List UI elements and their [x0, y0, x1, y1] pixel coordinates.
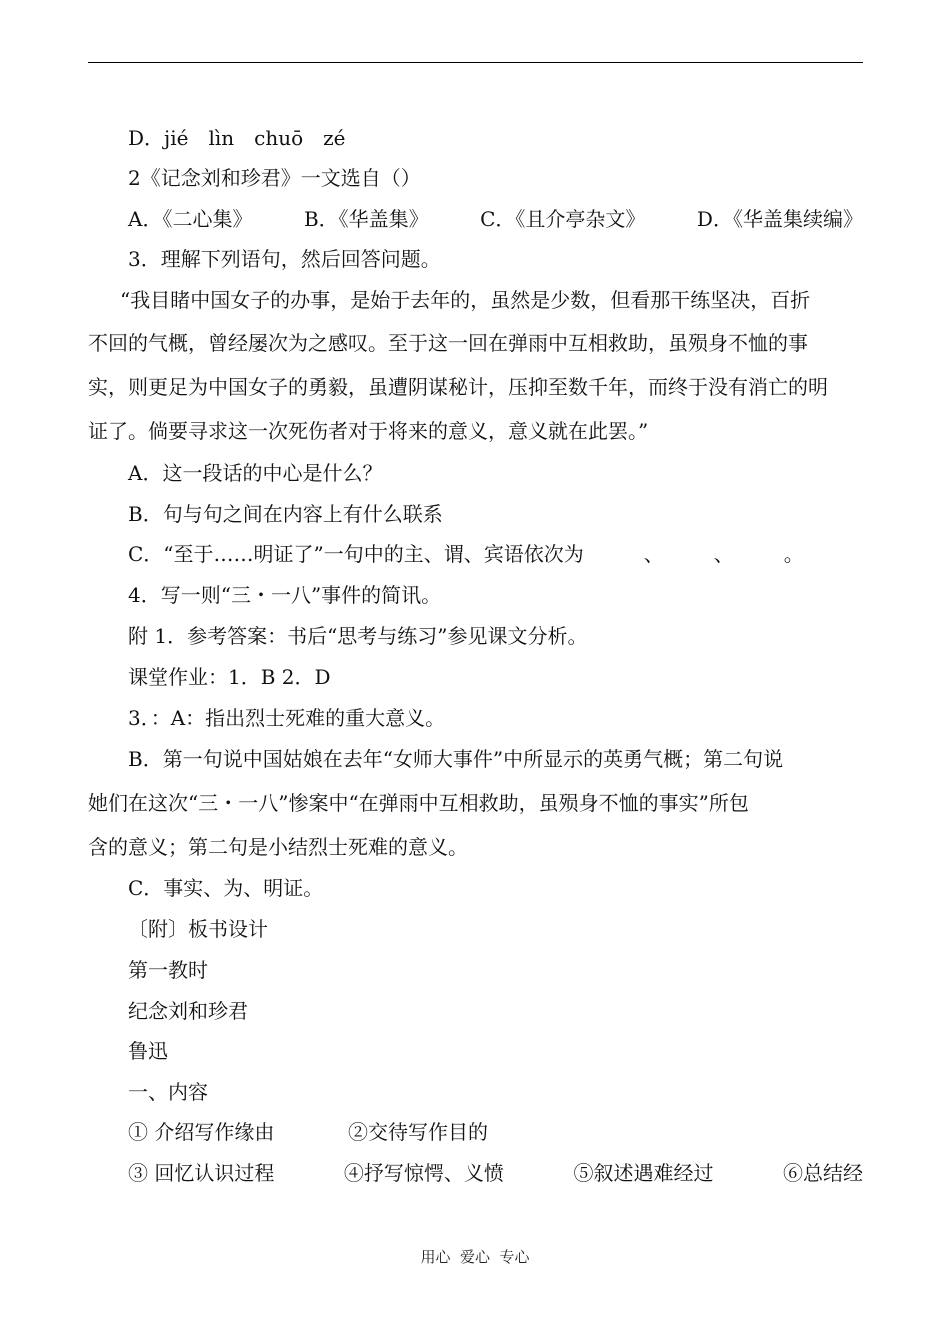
question-3-c: C．“至于……明证了”一句中的主、谓、宾语依次为 、 、 。 — [128, 542, 804, 566]
question-3-b: B．句与句之间在内容上有什么联系 — [128, 502, 443, 526]
pinyin-option-d: D．jié lìn chuō zé — [128, 126, 346, 150]
question-3: 3．理解下列语句，然后回答问题。 — [128, 247, 441, 271]
quote-line-3: 实，则更足为中国女子的勇毅，虽遭阴谋秘计，压抑至数千年，而终于没有消亡的明 — [88, 375, 828, 399]
board-design-heading: 〔附〕板书设计 — [128, 917, 268, 941]
answer-3-b-line-1: B．第一句说中国姑娘在去年“女师大事件”中所显示的英勇气概；第二句说 — [128, 747, 784, 771]
answer-3-b-line-3: 含的意义；第二句是小结烈士死难的意义。 — [88, 835, 468, 859]
content-item-1: ① 介绍写作缘由 — [128, 1120, 275, 1144]
quote-line-4: 证了。倘要寻求这一次死伤者对于将来的意义，意义就在此罢。” — [88, 419, 649, 443]
first-period: 第一教时 — [128, 958, 208, 982]
option-d: D．《华盖集续编》 — [696, 207, 863, 231]
quote-line-1: “我目睹中国女子的办事，是始于去年的，虽然是少数，但看那干练坚决，百折 — [120, 288, 811, 312]
question-2-options — [128, 205, 863, 233]
question-3-a: A．这一段话的中心是什么？ — [128, 461, 383, 485]
question-4: 4．写一则“三・一八”事件的简讯。 — [128, 583, 442, 607]
content-item-4: ④抒写惊愕、义愤 — [343, 1161, 504, 1185]
section-content-heading: 一、内容 — [128, 1080, 208, 1104]
content-item-3: ③ 回忆认识过程 — [128, 1161, 275, 1185]
answer-3-b-line-2: 她们在这次“三・一八”惨案中“在弹雨中互相救助，虽殒身不恤的事实”所包 — [88, 791, 749, 815]
page-footer: 用心 爱心 专心 — [420, 1248, 530, 1266]
appendix-answers: 附 1．参考答案：书后“思考与练习”参见课文分析。 — [128, 624, 588, 648]
option-c: C．《且介亭杂文》 — [480, 207, 646, 231]
content-item-2: ②交待写作目的 — [348, 1120, 488, 1144]
option-a: A．《二心集》 — [128, 207, 253, 231]
lesson-author: 鲁迅 — [128, 1039, 168, 1063]
question-2: 2《记念刘和珍君》一文选自（） — [128, 166, 421, 190]
quote-line-2: 不回的气概，曾经屡次为之感叹。至于这一回在弹雨中互相救助，虽殒身不恤的事 — [88, 331, 808, 355]
classwork-answers: 课堂作业：1．B 2．D — [128, 665, 331, 689]
lesson-title: 纪念刘和珍君 — [128, 999, 248, 1023]
content-row-1 — [128, 1118, 488, 1146]
content-row-2 — [128, 1159, 863, 1187]
answer-3-a: 3．：A：指出烈士死难的重大意义。 — [128, 706, 446, 730]
content-item-6: ⑥总结经 — [783, 1161, 863, 1185]
option-b: B．《华盖集》 — [303, 207, 429, 231]
answer-3-c: C．事实、为、明证。 — [128, 876, 324, 900]
content-item-5: ⑤叙述遇难经过 — [573, 1161, 714, 1185]
header-rule — [88, 62, 863, 63]
